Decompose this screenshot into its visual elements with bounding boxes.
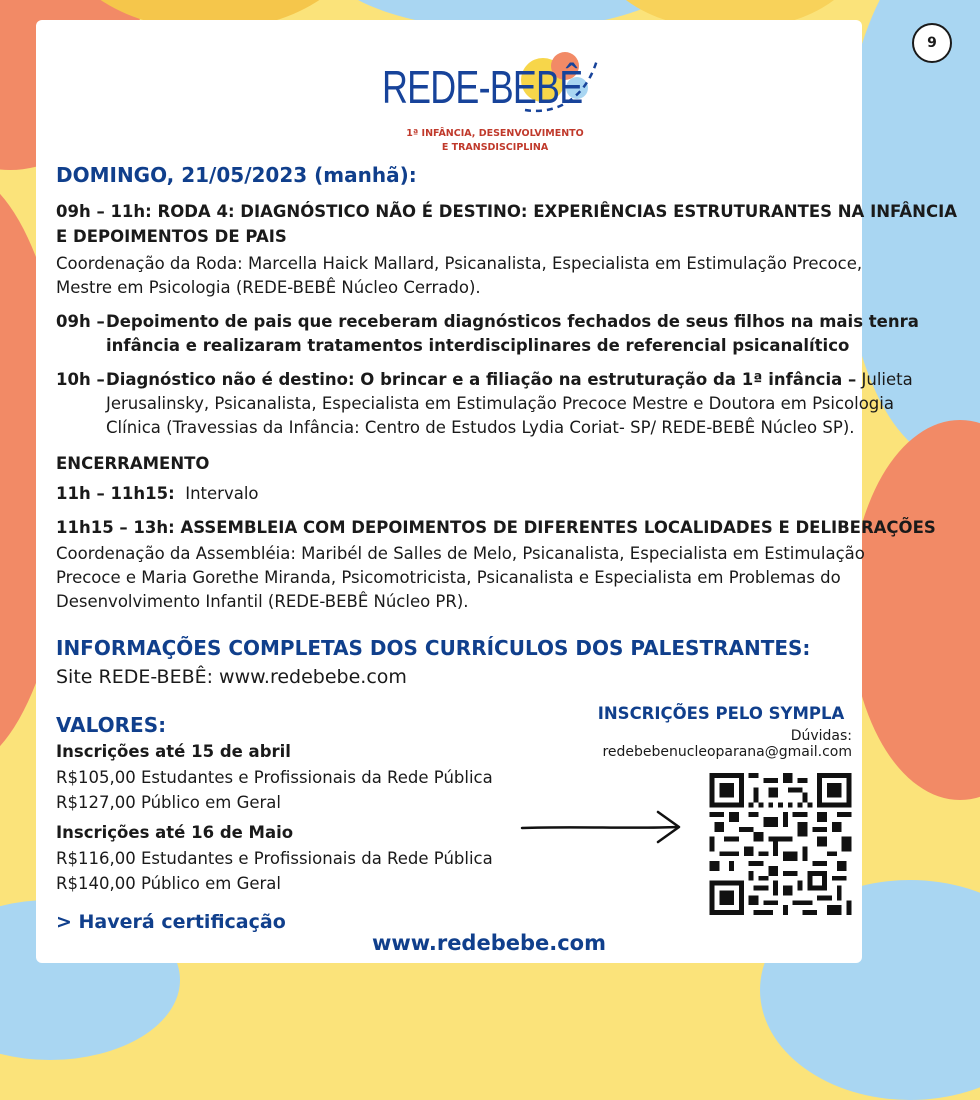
arrow-right-icon bbox=[518, 808, 688, 848]
page-number-badge: 9 bbox=[912, 23, 952, 63]
sympla-doubts-label: Dúvidas: bbox=[790, 728, 852, 744]
tier1-line2: R$127,00 Público em Geral bbox=[56, 793, 281, 812]
tier1-title: Inscrições até 15 de abril bbox=[56, 742, 291, 761]
tier1-line1: R$105,00 Estudantes e Profissionais da Rede Pública bbox=[56, 768, 493, 787]
tier2-line1: R$116,00 Estudantes e Profissionais da Rede Pública bbox=[56, 849, 493, 868]
logo-subtitle-line2: E TRANSDISCIPLINA bbox=[441, 142, 549, 153]
roda-title-line1 bbox=[56, 200, 957, 224]
roda-coordination-line2: Mestre em Psicologia (REDE-BEBÊ Núcleo Cerrado). bbox=[56, 278, 481, 297]
day-heading: DOMINGO, 21/05/2023 (manhã): bbox=[56, 163, 417, 187]
item2-time: 10h – bbox=[56, 370, 105, 389]
interval-line bbox=[56, 482, 259, 506]
logo-subtitle bbox=[390, 127, 600, 155]
qr-code[interactable] bbox=[709, 773, 852, 915]
assembly-coordination-line3: Desenvolvimento Infantil (REDE-BEBÊ Núcleo PR). bbox=[56, 592, 469, 611]
footer-url[interactable]: www.redebebe.com bbox=[372, 931, 606, 955]
interval-time: 11h – 11h15: bbox=[56, 484, 175, 503]
certification-note: > Haverá certificação bbox=[56, 911, 286, 933]
info-site[interactable]: Site REDE-BEBÊ: www.redebebe.com bbox=[56, 666, 407, 688]
roda-time: 09h – 11h: bbox=[56, 202, 158, 221]
item2-line1-rest: Julieta bbox=[856, 370, 913, 389]
item1-line1: Depoimento de pais que receberam diagnósticos fechados de seus filhos na mais tenra bbox=[106, 312, 919, 331]
interval-label: Intervalo bbox=[185, 484, 259, 503]
item2-line2: Jerusalinsky, Psicanalista, Especialista em Estimulação Precoce Mestre e Doutora em Psicologia bbox=[106, 394, 894, 413]
item1-time: 09h – bbox=[56, 312, 105, 331]
encerramento-heading: ENCERRAMENTO bbox=[56, 454, 210, 473]
assembly-coordination-line1: Coordenação da Assembléia: Maribél de Salles de Melo, Psicanalista, Especialista em Estimulação bbox=[56, 544, 865, 563]
item2-line3: Clínica (Travessias da Infância: Centro de Estudos Lydia Coriat- SP/ REDE-BEBÊ Núcleo SP). bbox=[106, 418, 855, 437]
sympla-email[interactable]: redebebenucleoparana@gmail.com bbox=[602, 744, 852, 760]
assembly-coordination-line2: Precoce e Maria Gorethe Miranda, Psicomotricista, Psicanalista e Especialista em Problemas do bbox=[56, 568, 841, 587]
info-heading: INFORMAÇÕES COMPLETAS DOS CURRÍCULOS DOS PALESTRANTES: bbox=[56, 636, 811, 660]
roda-coordination-line1: Coordenação da Roda: Marcella Haick Mallard, Psicanalista, Especialista em Estimulação Precoce, bbox=[56, 254, 863, 273]
logo-title: REDE-BEBÊ bbox=[382, 61, 583, 113]
tier2-title: Inscrições até 16 de Maio bbox=[56, 823, 294, 842]
tier2-line2: R$140,00 Público em Geral bbox=[56, 874, 281, 893]
item2-bold-title: Diagnóstico não é destino: O brincar e a filiação na estruturação da 1ª infância – bbox=[106, 370, 857, 389]
sympla-heading: INSCRIÇÕES PELO SYMPLA bbox=[597, 704, 845, 723]
valores-heading: VALORES: bbox=[56, 713, 167, 737]
roda-title-a: RODA 4 bbox=[157, 202, 228, 221]
item2-line1 bbox=[106, 368, 913, 392]
background-blob-salmon-right bbox=[850, 420, 980, 800]
roda-title-line2: E DEPOIMENTOS DE PAIS bbox=[56, 227, 287, 246]
logo-subtitle-line1: 1ª INFÂNCIA, DESENVOLVIMENTO bbox=[406, 128, 584, 139]
assembly-title: 11h15 – 13h: ASSEMBLEIA COM DEPOIMENTOS DE DIFERENTES LOCALIDADES E DELIBERAÇÕES bbox=[56, 518, 936, 537]
item1-line2: infância e realizaram tratamentos interdisciplinares de referencial psicanalítico bbox=[106, 336, 850, 355]
roda-title-b: : DIAGNÓSTICO NÃO É DESTINO: EXPERIÊNCIAS ESTRUTURANTES NA INFÂNCIA bbox=[227, 202, 957, 221]
